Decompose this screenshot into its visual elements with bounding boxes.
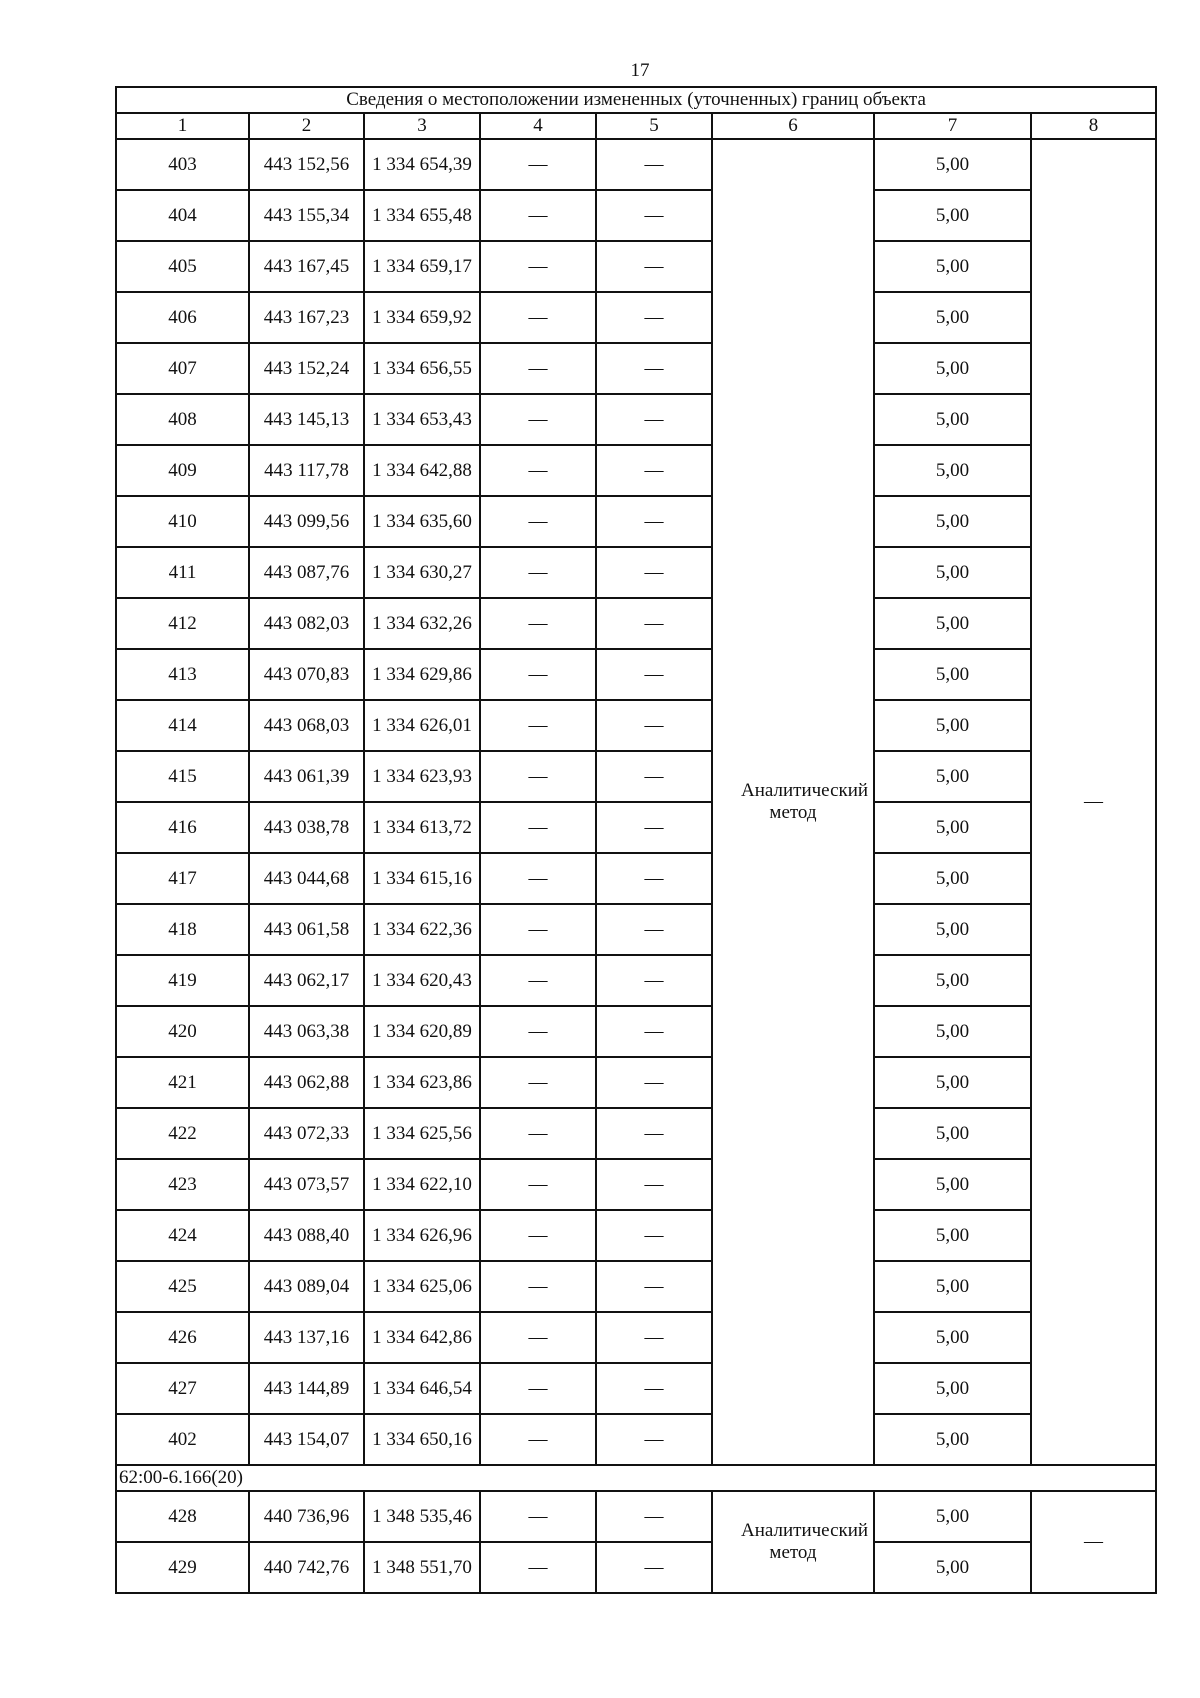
column-4-value: — [480, 1414, 596, 1465]
column-5-value: — [596, 649, 712, 700]
point-number: 428 [116, 1491, 249, 1542]
coordinate-y: 1 334 615,16 [364, 853, 480, 904]
table-row [116, 1210, 1156, 1261]
table-row [116, 802, 1156, 853]
accuracy-value: 5,00 [874, 802, 1031, 853]
coordinate-x: 443 117,78 [249, 445, 364, 496]
coordinate-y: 1 334 654,39 [364, 139, 480, 190]
coordinate-x: 443 155,34 [249, 190, 364, 241]
point-number: 411 [116, 547, 249, 598]
table-row [116, 1312, 1156, 1363]
section-label: 62:00-6.166(20) [116, 1465, 1156, 1491]
accuracy-value: 5,00 [874, 1542, 1031, 1593]
column-4-value: — [480, 1542, 596, 1593]
point-number: 417 [116, 853, 249, 904]
table-row [116, 1542, 1156, 1593]
column-5-value: — [596, 700, 712, 751]
method-cell: Аналитический метод [712, 1491, 874, 1593]
table-row [116, 1363, 1156, 1414]
column-4-value: — [480, 649, 596, 700]
column-5-value: — [596, 802, 712, 853]
column-4-value: — [480, 598, 596, 649]
table-row [116, 292, 1156, 343]
coordinate-x: 443 062,17 [249, 955, 364, 1006]
coordinate-x: 443 061,39 [249, 751, 364, 802]
table-row [116, 598, 1156, 649]
column-4-value: — [480, 241, 596, 292]
coordinate-x: 443 154,07 [249, 1414, 364, 1465]
table-row [116, 955, 1156, 1006]
coordinate-y: 1 334 620,89 [364, 1006, 480, 1057]
coordinate-x: 443 044,68 [249, 853, 364, 904]
coordinate-x: 440 736,96 [249, 1491, 364, 1542]
coordinate-x: 443 152,24 [249, 343, 364, 394]
column-4-value: — [480, 1261, 596, 1312]
column-5-value: — [596, 1363, 712, 1414]
coordinate-x: 443 072,33 [249, 1108, 364, 1159]
column-5-value: — [596, 853, 712, 904]
column-4-value: — [480, 853, 596, 904]
coordinate-x: 443 073,57 [249, 1159, 364, 1210]
column-4-value: — [480, 1210, 596, 1261]
column-8-value: — [1031, 139, 1156, 1465]
table-row [116, 1159, 1156, 1210]
table-row [116, 496, 1156, 547]
coordinate-x: 443 144,89 [249, 1363, 364, 1414]
column-5-value: — [596, 1414, 712, 1465]
column-5-value: — [596, 190, 712, 241]
column-number: 8 [1031, 113, 1156, 139]
column-5-value: — [596, 445, 712, 496]
column-4-value: — [480, 139, 596, 190]
column-5-value: — [596, 1006, 712, 1057]
accuracy-value: 5,00 [874, 139, 1031, 190]
column-4-value: — [480, 1312, 596, 1363]
column-5-value: — [596, 292, 712, 343]
point-number: 413 [116, 649, 249, 700]
point-number: 429 [116, 1542, 249, 1593]
column-5-value: — [596, 343, 712, 394]
coordinate-y: 1 334 623,93 [364, 751, 480, 802]
coordinate-x: 443 152,56 [249, 139, 364, 190]
coordinate-y: 1 334 653,43 [364, 394, 480, 445]
accuracy-value: 5,00 [874, 1210, 1031, 1261]
table-row [116, 1414, 1156, 1465]
column-4-value: — [480, 955, 596, 1006]
accuracy-value: 5,00 [874, 445, 1031, 496]
boundary-coordinates-table [115, 86, 1157, 1594]
accuracy-value: 5,00 [874, 1312, 1031, 1363]
column-number: 5 [596, 113, 712, 139]
column-5-value: — [596, 1108, 712, 1159]
accuracy-value: 5,00 [874, 649, 1031, 700]
accuracy-value: 5,00 [874, 955, 1031, 1006]
column-4-value: — [480, 904, 596, 955]
coordinate-x: 443 145,13 [249, 394, 364, 445]
table-row [116, 1491, 1156, 1542]
accuracy-value: 5,00 [874, 394, 1031, 445]
column-5-value: — [596, 751, 712, 802]
column-5-value: — [596, 598, 712, 649]
accuracy-value: 5,00 [874, 1414, 1031, 1465]
column-4-value: — [480, 445, 596, 496]
point-number: 406 [116, 292, 249, 343]
column-5-value: — [596, 547, 712, 598]
column-4-value: — [480, 1159, 596, 1210]
point-number: 409 [116, 445, 249, 496]
coordinate-y: 1 334 622,10 [364, 1159, 480, 1210]
column-5-value: — [596, 1210, 712, 1261]
accuracy-value: 5,00 [874, 853, 1031, 904]
table-row [116, 190, 1156, 241]
column-number: 3 [364, 113, 480, 139]
table-row [116, 241, 1156, 292]
coordinate-y: 1 334 655,48 [364, 190, 480, 241]
accuracy-value: 5,00 [874, 1057, 1031, 1108]
column-4-value: — [480, 547, 596, 598]
point-number: 420 [116, 1006, 249, 1057]
point-number: 412 [116, 598, 249, 649]
column-number: 1 [116, 113, 249, 139]
column-5-value: — [596, 955, 712, 1006]
coordinate-x: 443 061,58 [249, 904, 364, 955]
column-5-value: — [596, 1261, 712, 1312]
coordinate-x: 443 063,38 [249, 1006, 364, 1057]
coordinate-x: 443 137,16 [249, 1312, 364, 1363]
table-row [116, 139, 1156, 190]
point-number: 414 [116, 700, 249, 751]
point-number: 402 [116, 1414, 249, 1465]
table-row [116, 649, 1156, 700]
point-number: 418 [116, 904, 249, 955]
column-5-value: — [596, 1159, 712, 1210]
coordinate-x: 440 742,76 [249, 1542, 364, 1593]
accuracy-value: 5,00 [874, 496, 1031, 547]
coordinate-x: 443 068,03 [249, 700, 364, 751]
column-4-value: — [480, 1057, 596, 1108]
table-row [116, 1057, 1156, 1108]
coordinate-y: 1 334 613,72 [364, 802, 480, 853]
table-row [116, 1261, 1156, 1312]
table-row [116, 853, 1156, 904]
coordinate-y: 1 334 659,17 [364, 241, 480, 292]
column-5-value: — [596, 1057, 712, 1108]
accuracy-value: 5,00 [874, 700, 1031, 751]
accuracy-value: 5,00 [874, 598, 1031, 649]
column-5-value: — [596, 241, 712, 292]
coordinate-y: 1 334 642,86 [364, 1312, 480, 1363]
coordinate-x: 443 167,45 [249, 241, 364, 292]
point-number: 424 [116, 1210, 249, 1261]
coordinate-y: 1 334 630,27 [364, 547, 480, 598]
coordinate-x: 443 070,83 [249, 649, 364, 700]
coordinate-y: 1 334 625,06 [364, 1261, 480, 1312]
column-5-value: — [596, 394, 712, 445]
column-4-value: — [480, 751, 596, 802]
column-4-value: — [480, 1006, 596, 1057]
accuracy-value: 5,00 [874, 190, 1031, 241]
point-number: 415 [116, 751, 249, 802]
coordinate-y: 1 334 622,36 [364, 904, 480, 955]
table-title: Сведения о местоположении измененных (уточненных) границ объекта [116, 87, 1156, 113]
column-5-value: — [596, 1491, 712, 1542]
coordinate-y: 1 334 626,96 [364, 1210, 480, 1261]
column-number: 4 [480, 113, 596, 139]
coordinate-y: 1 334 629,86 [364, 649, 480, 700]
coordinate-x: 443 038,78 [249, 802, 364, 853]
coordinate-y: 1 334 635,60 [364, 496, 480, 547]
coordinate-y: 1 334 642,88 [364, 445, 480, 496]
point-number: 416 [116, 802, 249, 853]
coordinate-y: 1 334 620,43 [364, 955, 480, 1006]
accuracy-value: 5,00 [874, 343, 1031, 394]
column-4-value: — [480, 292, 596, 343]
coordinate-y: 1 348 551,70 [364, 1542, 480, 1593]
accuracy-value: 5,00 [874, 547, 1031, 598]
point-number: 427 [116, 1363, 249, 1414]
column-4-value: — [480, 1363, 596, 1414]
accuracy-value: 5,00 [874, 904, 1031, 955]
accuracy-value: 5,00 [874, 1261, 1031, 1312]
point-number: 422 [116, 1108, 249, 1159]
point-number: 405 [116, 241, 249, 292]
point-number: 410 [116, 496, 249, 547]
column-number: 6 [712, 113, 874, 139]
table-row [116, 547, 1156, 598]
accuracy-value: 5,00 [874, 241, 1031, 292]
point-number: 426 [116, 1312, 249, 1363]
coordinate-y: 1 334 646,54 [364, 1363, 480, 1414]
point-number: 408 [116, 394, 249, 445]
column-number: 2 [249, 113, 364, 139]
coordinate-y: 1 334 659,92 [364, 292, 480, 343]
column-4-value: — [480, 496, 596, 547]
accuracy-value: 5,00 [874, 1006, 1031, 1057]
column-8-value: — [1031, 1491, 1156, 1593]
table-row [116, 904, 1156, 955]
column-4-value: — [480, 700, 596, 751]
page-number: 17 [630, 60, 650, 81]
column-5-value: — [596, 904, 712, 955]
point-number: 404 [116, 190, 249, 241]
column-4-value: — [480, 190, 596, 241]
coordinate-y: 1 334 650,16 [364, 1414, 480, 1465]
coordinate-y: 1 334 626,01 [364, 700, 480, 751]
table-row [116, 343, 1156, 394]
coordinate-x: 443 088,40 [249, 1210, 364, 1261]
coordinate-y: 1 334 632,26 [364, 598, 480, 649]
column-5-value: — [596, 139, 712, 190]
coordinate-y: 1 334 623,86 [364, 1057, 480, 1108]
column-4-value: — [480, 394, 596, 445]
coordinate-x: 443 089,04 [249, 1261, 364, 1312]
point-number: 407 [116, 343, 249, 394]
table-row [116, 700, 1156, 751]
accuracy-value: 5,00 [874, 292, 1031, 343]
column-4-value: — [480, 1491, 596, 1542]
table-row [116, 1006, 1156, 1057]
coordinate-x: 443 087,76 [249, 547, 364, 598]
accuracy-value: 5,00 [874, 1491, 1031, 1542]
coordinate-x: 443 082,03 [249, 598, 364, 649]
method-cell: Аналитический метод [712, 139, 874, 1465]
column-number: 7 [874, 113, 1031, 139]
table-row [116, 1108, 1156, 1159]
accuracy-value: 5,00 [874, 751, 1031, 802]
accuracy-value: 5,00 [874, 1363, 1031, 1414]
column-5-value: — [596, 1542, 712, 1593]
table-row [116, 394, 1156, 445]
coordinate-y: 1 334 656,55 [364, 343, 480, 394]
accuracy-value: 5,00 [874, 1159, 1031, 1210]
point-number: 403 [116, 139, 249, 190]
point-number: 421 [116, 1057, 249, 1108]
coordinate-x: 443 062,88 [249, 1057, 364, 1108]
coordinate-y: 1 348 535,46 [364, 1491, 480, 1542]
coordinate-x: 443 167,23 [249, 292, 364, 343]
table-row [116, 445, 1156, 496]
point-number: 419 [116, 955, 249, 1006]
coordinate-y: 1 334 625,56 [364, 1108, 480, 1159]
column-4-value: — [480, 343, 596, 394]
column-5-value: — [596, 496, 712, 547]
column-4-value: — [480, 802, 596, 853]
coordinate-x: 443 099,56 [249, 496, 364, 547]
point-number: 423 [116, 1159, 249, 1210]
column-5-value: — [596, 1312, 712, 1363]
table-row [116, 751, 1156, 802]
accuracy-value: 5,00 [874, 1108, 1031, 1159]
point-number: 425 [116, 1261, 249, 1312]
column-4-value: — [480, 1108, 596, 1159]
